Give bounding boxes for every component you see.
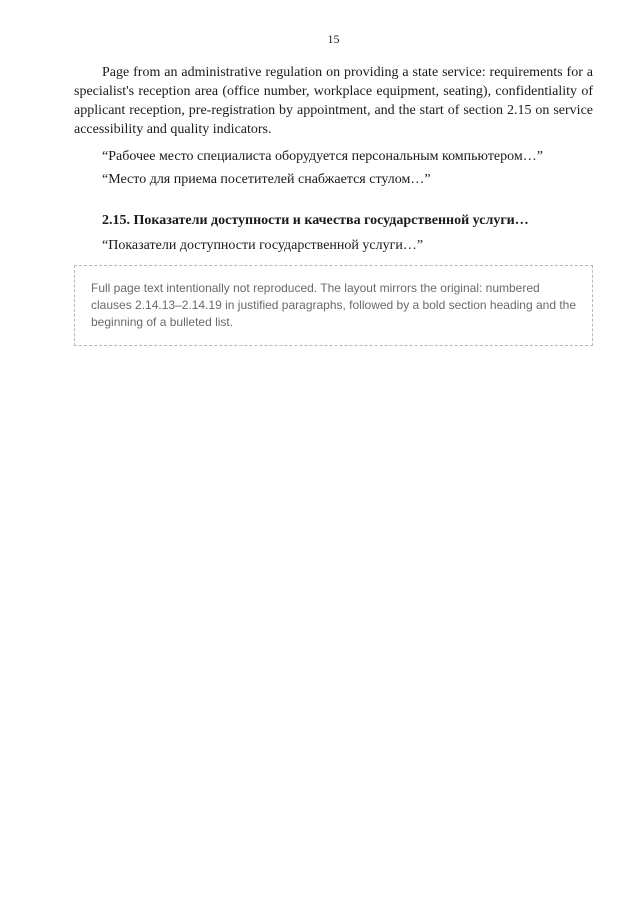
quoted-snippet: “ Показатели доступности государственной услуги …”: [74, 236, 593, 255]
section-heading: 2.15. Показатели доступности и качества государственной услуги…: [102, 213, 529, 228]
page-number: 15: [327, 32, 340, 46]
body-text-placeholder: Full page text intentionally not reproduced. The layout mirrors the original: numbered clauses 2.14.13–2.14.19 in justified paragraphs, followed by a bold section heading and the beginning of a bulleted list.: [74, 265, 593, 346]
quoted-snippet: “ Рабочее место специалиста оборудуется персональным компьютером …”: [74, 147, 593, 166]
page-summary: Page from an administrative regulation on providing a state service: requirements for a specialist's reception area (office number, workplace equipment, seating), confidentiality of applicant reception, pre-registration by appointment, and the start of section 2.15 on service accessibility and quality indicators.: [74, 65, 593, 137]
quoted-snippet: “ Место для приема посетителей снабжается стулом …”: [74, 170, 593, 189]
